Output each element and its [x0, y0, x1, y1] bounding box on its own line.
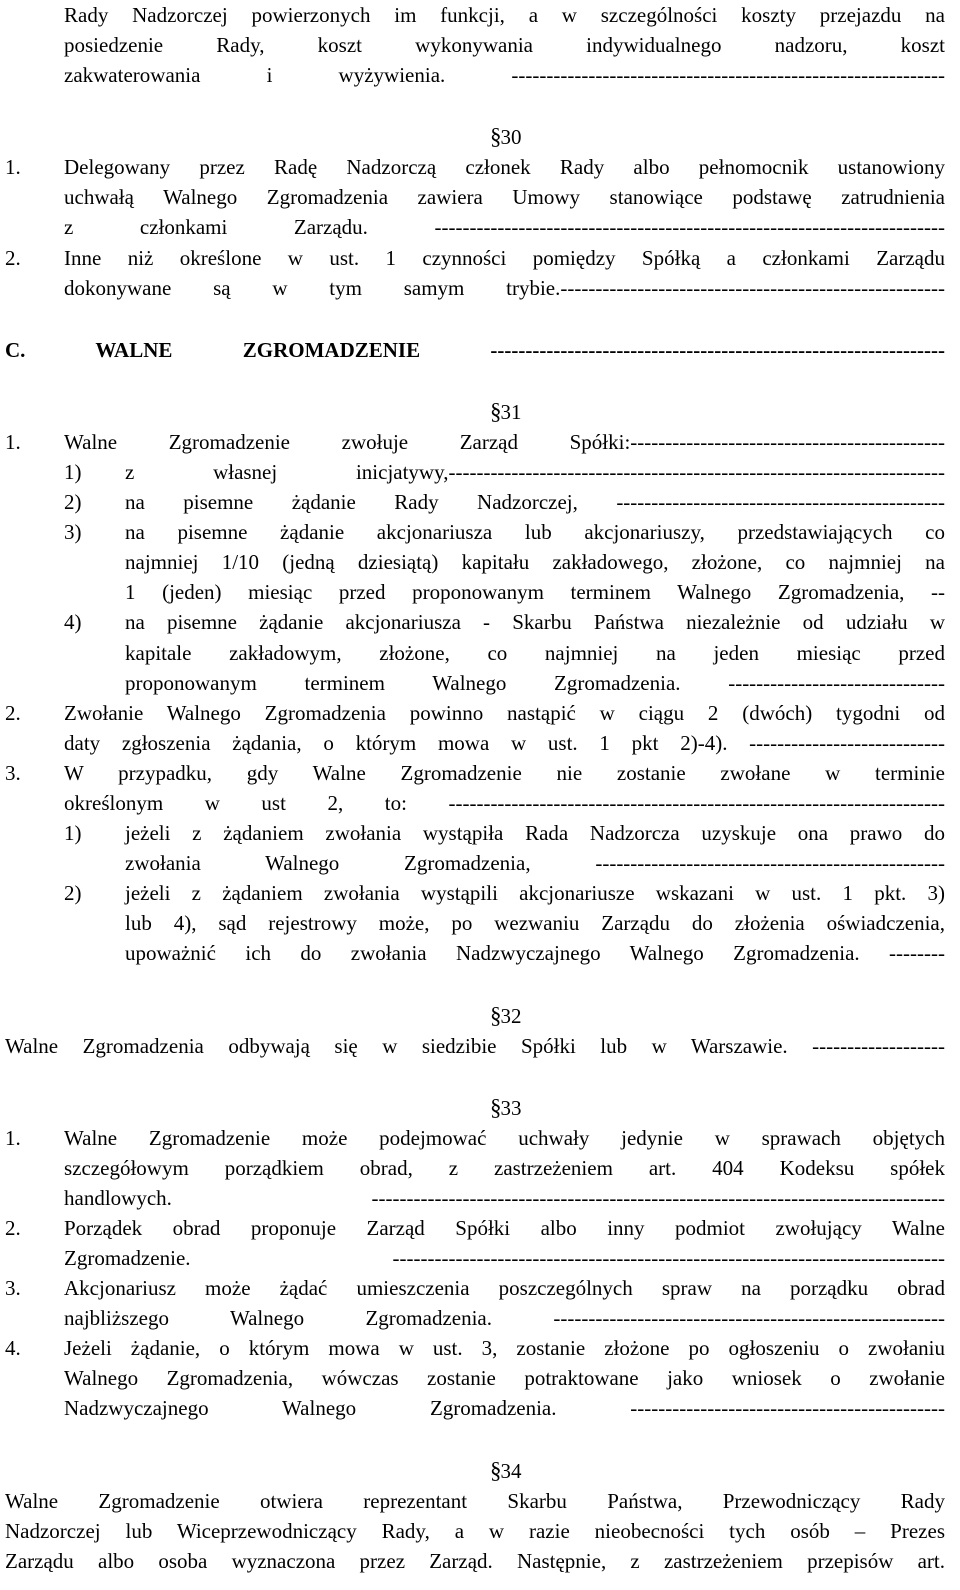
text-line: uchwałą Walnego Zgromadzenia zawiera Umowy stanowiące podstawę zatrudnienia — [64, 185, 945, 210]
item-number: 4) — [64, 610, 82, 635]
text-line: Walne Zgromadzenie zwołuje Zarząd Spółki:--------------------------------------------- — [64, 429, 945, 454]
text-line: jeżeli z żądaniem zwołania wystąpili akcjonariusze wskazani w ust. 1 pkt. 3) — [125, 881, 945, 906]
item-number: 2. — [5, 700, 21, 725]
text-line: W przypadku, gdy Walne Zgromadzenie nie zostanie zwołane w terminie — [64, 760, 945, 785]
section-number: 30 — [500, 125, 522, 150]
item-number: 2) — [64, 490, 82, 515]
list-item — [0, 487, 960, 517]
list-item — [0, 818, 960, 878]
text-line: posiedzenie Rady, koszt wykonywania indywidualnego nadzoru, koszt — [64, 33, 945, 58]
item-number: 3) — [64, 520, 82, 545]
section-symbol: § — [490, 1002, 501, 1028]
item-number: 3. — [5, 1276, 21, 1301]
list-item — [0, 427, 960, 457]
spacer — [0, 303, 960, 335]
text-line: Walnego Zgromadzenia, wówczas zostanie potraktowane jako wniosek o zwołanie — [64, 1366, 945, 1391]
text-line: z własnej inicjatywy,----------------------------------------------------------------------- — [125, 459, 945, 484]
text-line: Rady Nadzorczej powierzonych im funkcji, a w szczególności koszty przejazdu na — [64, 3, 945, 27]
spacer — [0, 1424, 960, 1456]
spacer — [0, 969, 960, 1001]
text-line: handlowych. ---------------------------------------------------------------------------------- — [64, 1185, 945, 1210]
section-symbol: § — [490, 398, 501, 424]
text-line: Walne Zgromadzenie otwiera reprezentant Skarbu Państwa, Przewodniczący Rady — [5, 1488, 945, 1513]
section-heading-30 — [0, 122, 960, 152]
item-number: 1. — [5, 429, 21, 454]
spacer — [0, 90, 960, 122]
list-item — [0, 1213, 960, 1273]
text-line: proponowanym terminem Walnego Zgromadzenia. ------------------------------- — [125, 670, 945, 695]
text-line: szczegółowym porządkiem obrad, z zastrzeżeniem art. 404 Kodeksu spółek — [64, 1155, 945, 1180]
section-symbol: § — [490, 1457, 501, 1483]
text-line: Porządek obrad proponuje Zarząd Spółki albo inny podmiot zwołujący Walne — [64, 1215, 945, 1240]
section-number: 32 — [500, 1003, 522, 1028]
spacer — [0, 365, 960, 397]
text-line: na pisemne żądanie akcjonariusza - Skarbu Państwa niezależnie od udziału w — [125, 610, 945, 635]
item-number: 3. — [5, 760, 21, 785]
paragraph — [0, 0, 960, 90]
text-line: Walne Zgromadzenie może podejmować uchwały jedynie w sprawach objętych — [64, 1125, 945, 1150]
text-line: najmniej 1/10 (jedną dziesiątą) kapitału zakładowego, złożone, co najmniej na — [125, 550, 945, 575]
item-number: 1. — [5, 1125, 21, 1150]
chapter-heading: C. WALNE ZGROMADZENIE ----------------------------------------------------------------- — [5, 337, 945, 362]
text-line: Inne niż określone w ust. 1 czynności pomiędzy Spółką a członkami Zarządu — [64, 245, 945, 270]
section-heading-34 — [0, 1456, 960, 1486]
paragraph — [0, 1486, 960, 1576]
item-number: 2) — [64, 881, 82, 906]
section-heading-32 — [0, 1001, 960, 1031]
list-item — [0, 1123, 960, 1213]
text-line: daty zgłoszenia żądania, o którym mowa w ust. 1 pkt 2)-4). ---------------------------- — [64, 730, 945, 755]
list-item — [0, 1273, 960, 1333]
item-number: 1. — [5, 155, 21, 180]
text-line: określonym w ust 2, to: ----------------------------------------------------------------------- — [64, 790, 945, 815]
item-number: 4. — [5, 1336, 21, 1361]
list-item — [0, 698, 960, 758]
text-line: Delegowany przez Radę Nadzorczą członek Rady albo pełnomocnik ustanowiony — [64, 155, 945, 180]
text-line: dokonywane są w tym samym trybie.------------------------------------------------------- — [64, 275, 945, 300]
text-line: 1 (jeden) miesiąc przed proponowanym terminem Walnego Zgromadzenia, -- — [125, 580, 945, 605]
list-item — [0, 607, 960, 697]
section-number: 33 — [500, 1095, 522, 1120]
text-line: najbliższego Walnego Zgromadzenia. -------------------------------------------------------- — [64, 1306, 945, 1331]
section-symbol: § — [490, 1094, 501, 1120]
text-line: Zgromadzenie. ------------------------------------------------------------------------------- — [64, 1246, 945, 1270]
text-line: Akcjonariusz może żądać umieszczenia poszczególnych spraw na porządku obrad — [64, 1276, 945, 1301]
text-line: na pisemne żądanie akcjonariusza lub akcjonariuszy, przedstawiających co — [125, 520, 945, 545]
list-item — [0, 457, 960, 487]
text-line: zakwaterowania i wyżywienia. -------------------------------------------------------------- — [64, 63, 945, 88]
text-line: kapitale zakładowym, złożone, co najmniej na jeden miesiąc przed — [125, 640, 945, 665]
section-number: 31 — [500, 399, 522, 424]
text-line: z członkami Zarządu. ------------------------------------------------------------------------- — [64, 215, 945, 240]
text-line: jeżeli z żądaniem zwołania wystąpiła Rada Nadzorcza uzyskuje ona prawo do — [125, 821, 945, 846]
list-item — [0, 758, 960, 818]
paragraph — [0, 1031, 960, 1061]
section-number: 34 — [500, 1458, 522, 1483]
item-number: 2. — [5, 1215, 21, 1240]
section-heading-31 — [0, 397, 960, 427]
text-line: na pisemne żądanie Rady Nadzorczej, ----------------------------------------------- — [125, 490, 945, 515]
text-line: upoważnić ich do zwołania Nadzwyczajnego Walnego Zgromadzenia. -------- — [125, 941, 945, 966]
list-item — [0, 517, 960, 607]
text-line: Jeżeli żądanie, o którym mowa w ust. 3, zostanie złożone po ogłoszeniu o zwołaniu — [64, 1336, 945, 1361]
text-line: Walne Zgromadzenia odbywają się w siedzibie Spółki lub w Warszawie. ------------------- — [5, 1033, 945, 1058]
spacer — [0, 1061, 960, 1093]
item-number: 2. — [5, 245, 21, 270]
section-symbol: § — [490, 124, 501, 150]
item-number: 1) — [64, 821, 82, 846]
text-line: Nadzwyczajnego Walnego Zgromadzenia. --------------------------------------------- — [64, 1396, 945, 1421]
list-item — [0, 243, 960, 303]
text-line: lub 4), sąd rejestrowy może, po wezwaniu Zarządu do złożenia oświadczenia, — [125, 911, 945, 936]
item-number: 1) — [64, 459, 82, 484]
list-item — [0, 878, 960, 968]
list-item — [0, 152, 960, 242]
text-line: zwołania Walnego Zgromadzenia, -------------------------------------------------- — [125, 851, 945, 876]
list-item — [0, 1333, 960, 1423]
section-heading-33 — [0, 1093, 960, 1123]
text-line: Zwołanie Walnego Zgromadzenia powinno nastąpić w ciągu 2 (dwóch) tygodni od — [64, 700, 945, 725]
text-line: Nadzorczej lub Wiceprzewodniczący Rady, a w razie nieobecności tych osób – Prezes — [5, 1518, 945, 1543]
text-line: Zarządu albo osoba wyznaczona przez Zarząd. Następnie, z zastrzeżeniem przepisów art. — [5, 1548, 945, 1573]
